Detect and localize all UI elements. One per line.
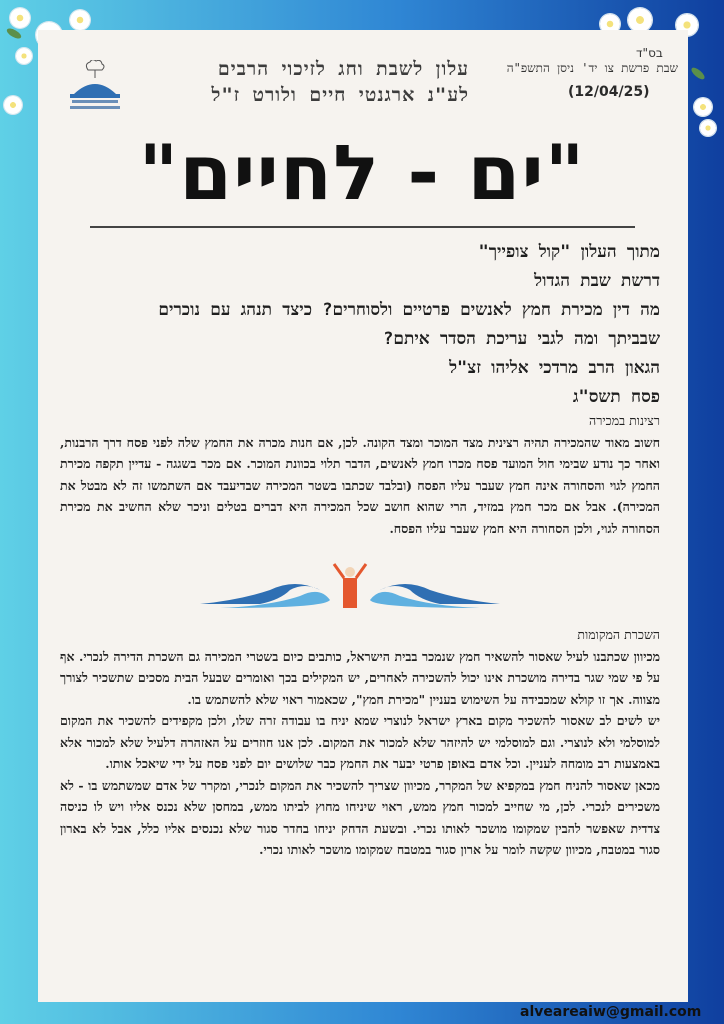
section-paragraph: מכאן שאסור להניח חמץ במקפיא של המקרר, מכיוון שצריך להשכיר את המקום לנכרי, ומקרר של אדם שמשתמש בו - לא משכירים לנכרי. לכן, מי שחייב למכור חמץ ממש, ראוי שיניחו מחוץ לביתו ממש, במחסן שלא נכנס אליו ויש לו כניסה צדדית שאפשר להבין שמקומו מושכר לאותו נכרי. ובשעת הדחק יניחו בחדר סגור שלא נכנסים אליו כלל, אבל לא בארון סגור במטבח, מכיוון שקשה לומר על ארון סגור במטבח שמקומו מושכר לאותו נכרי. bbox=[60, 777, 660, 857]
intro-line: דרשת שבת הגדול bbox=[534, 271, 660, 291]
section-paragraph bbox=[60, 646, 660, 711]
main-title: "ים - לחיים" bbox=[138, 128, 586, 217]
header-title bbox=[139, 56, 469, 108]
intro-line: מתוך העלון "קול צופייך" bbox=[478, 242, 660, 262]
paragraph-text: מכיוון שכתבנו לעיל שאסור להשאיר חמץ שנמכר בבית הישראל, כותבים כיום בשטרי המכירה גם השכרת הדירה לנכרי. אף על פי שמי שגר בדירה מושכרת אינו יכול להשכירה לאחרים, יש המקילים בכך ואומרים שבעל הבית מסכים שתשכיר לצורך מצווה. אך זו קולא שמכבידה על השימוש בעניין bbox=[60, 648, 660, 707]
contact-email[interactable]: alveareaiw@gmail.com bbox=[520, 1004, 702, 1020]
waves-illustration-icon bbox=[200, 560, 500, 610]
paragraph-text: , שכאמור ראוי שלא להשתמש בו. bbox=[187, 691, 356, 707]
header-title-line2: לע"נ ארגנטי חיים ולורט ז"ל bbox=[211, 84, 469, 106]
section-heading: רצינות במכירה bbox=[589, 413, 660, 428]
section-sincerity bbox=[60, 410, 660, 539]
section-paragraph: יש לשים לב שאסור להשכיר מקום בארץ ישראל לנוצרי שמא יניח בו עבודה זרה שלו, ולכן מקפידים להשכיר את המקום למוסלמי ולא לנוצרי. וגם למוסלמי יש להיזהר שלא למכור את המקום. לכן אנו חוזרים על האזהרה דלעיל שלא למכור אלא באמצעות רב מומחה לעניין. וכל אדם באופן פרטי יבער את החמץ כבר שלושים יום לפני פסח על ידי שיאכל אותו. bbox=[60, 713, 660, 771]
section-body: חשוב מאוד שהמכירה תהיה רצינית מצד המוכר ומצד הקונה. לכן, אם חנות מכרה את החמץ שלה לפני פסח דרך הרבנות, ואחר כך נודע שבימי חול המועד פסח מכרו חמץ לאנשים, הדבר תלוי בכוונת המוכר. אם מכר בשגגה - עדיין תקפה מכירת החמץ לגוי והסחורה אינה חמץ שעבר עליו הפסח (ובלבד שכתבו בשטר המכירה שבדיעבד אם השתמשו זה לא מבטל את המכירה). אבל אם מכר חמץ במזיד, הרי שהוא חושב שכל המכירה היא דברים בטלים וניכר שלא החשיב את מכירת הסחורה לגוי, ולכן הסחורה היא חמץ שעבר עליו הפסח. bbox=[60, 434, 660, 536]
title-divider bbox=[90, 226, 635, 228]
paragraph-emphasis: "מכירת חמץ" bbox=[355, 691, 426, 707]
intro-block bbox=[60, 238, 660, 412]
intro-line: הגאון הרב מרדכי אליהו זצ"ל bbox=[449, 358, 660, 378]
header-title-line1: עלון לשבת וחג לזיכוי הרבים bbox=[217, 58, 469, 80]
synagogue-logo-icon bbox=[60, 60, 130, 120]
date-badge: (12/04/25) bbox=[568, 84, 650, 100]
intro-line: מה דין מכירת חמץ לאנשים פרטיים ולסוחרים? כיצד תנהג עם נוכרים bbox=[158, 300, 660, 320]
intro-line: פסח תשס"ג bbox=[572, 387, 660, 407]
bs-mark: בס"ד bbox=[636, 46, 663, 60]
intro-line: שבביתך ומה לגבי עריכת הסדר איתם? bbox=[383, 329, 660, 349]
parasha-line: שבת פרשת צו יד' ניסן התשפ"ה bbox=[506, 61, 678, 75]
section-heading: השכרת המקומות bbox=[577, 627, 660, 642]
section-renting bbox=[60, 624, 660, 861]
